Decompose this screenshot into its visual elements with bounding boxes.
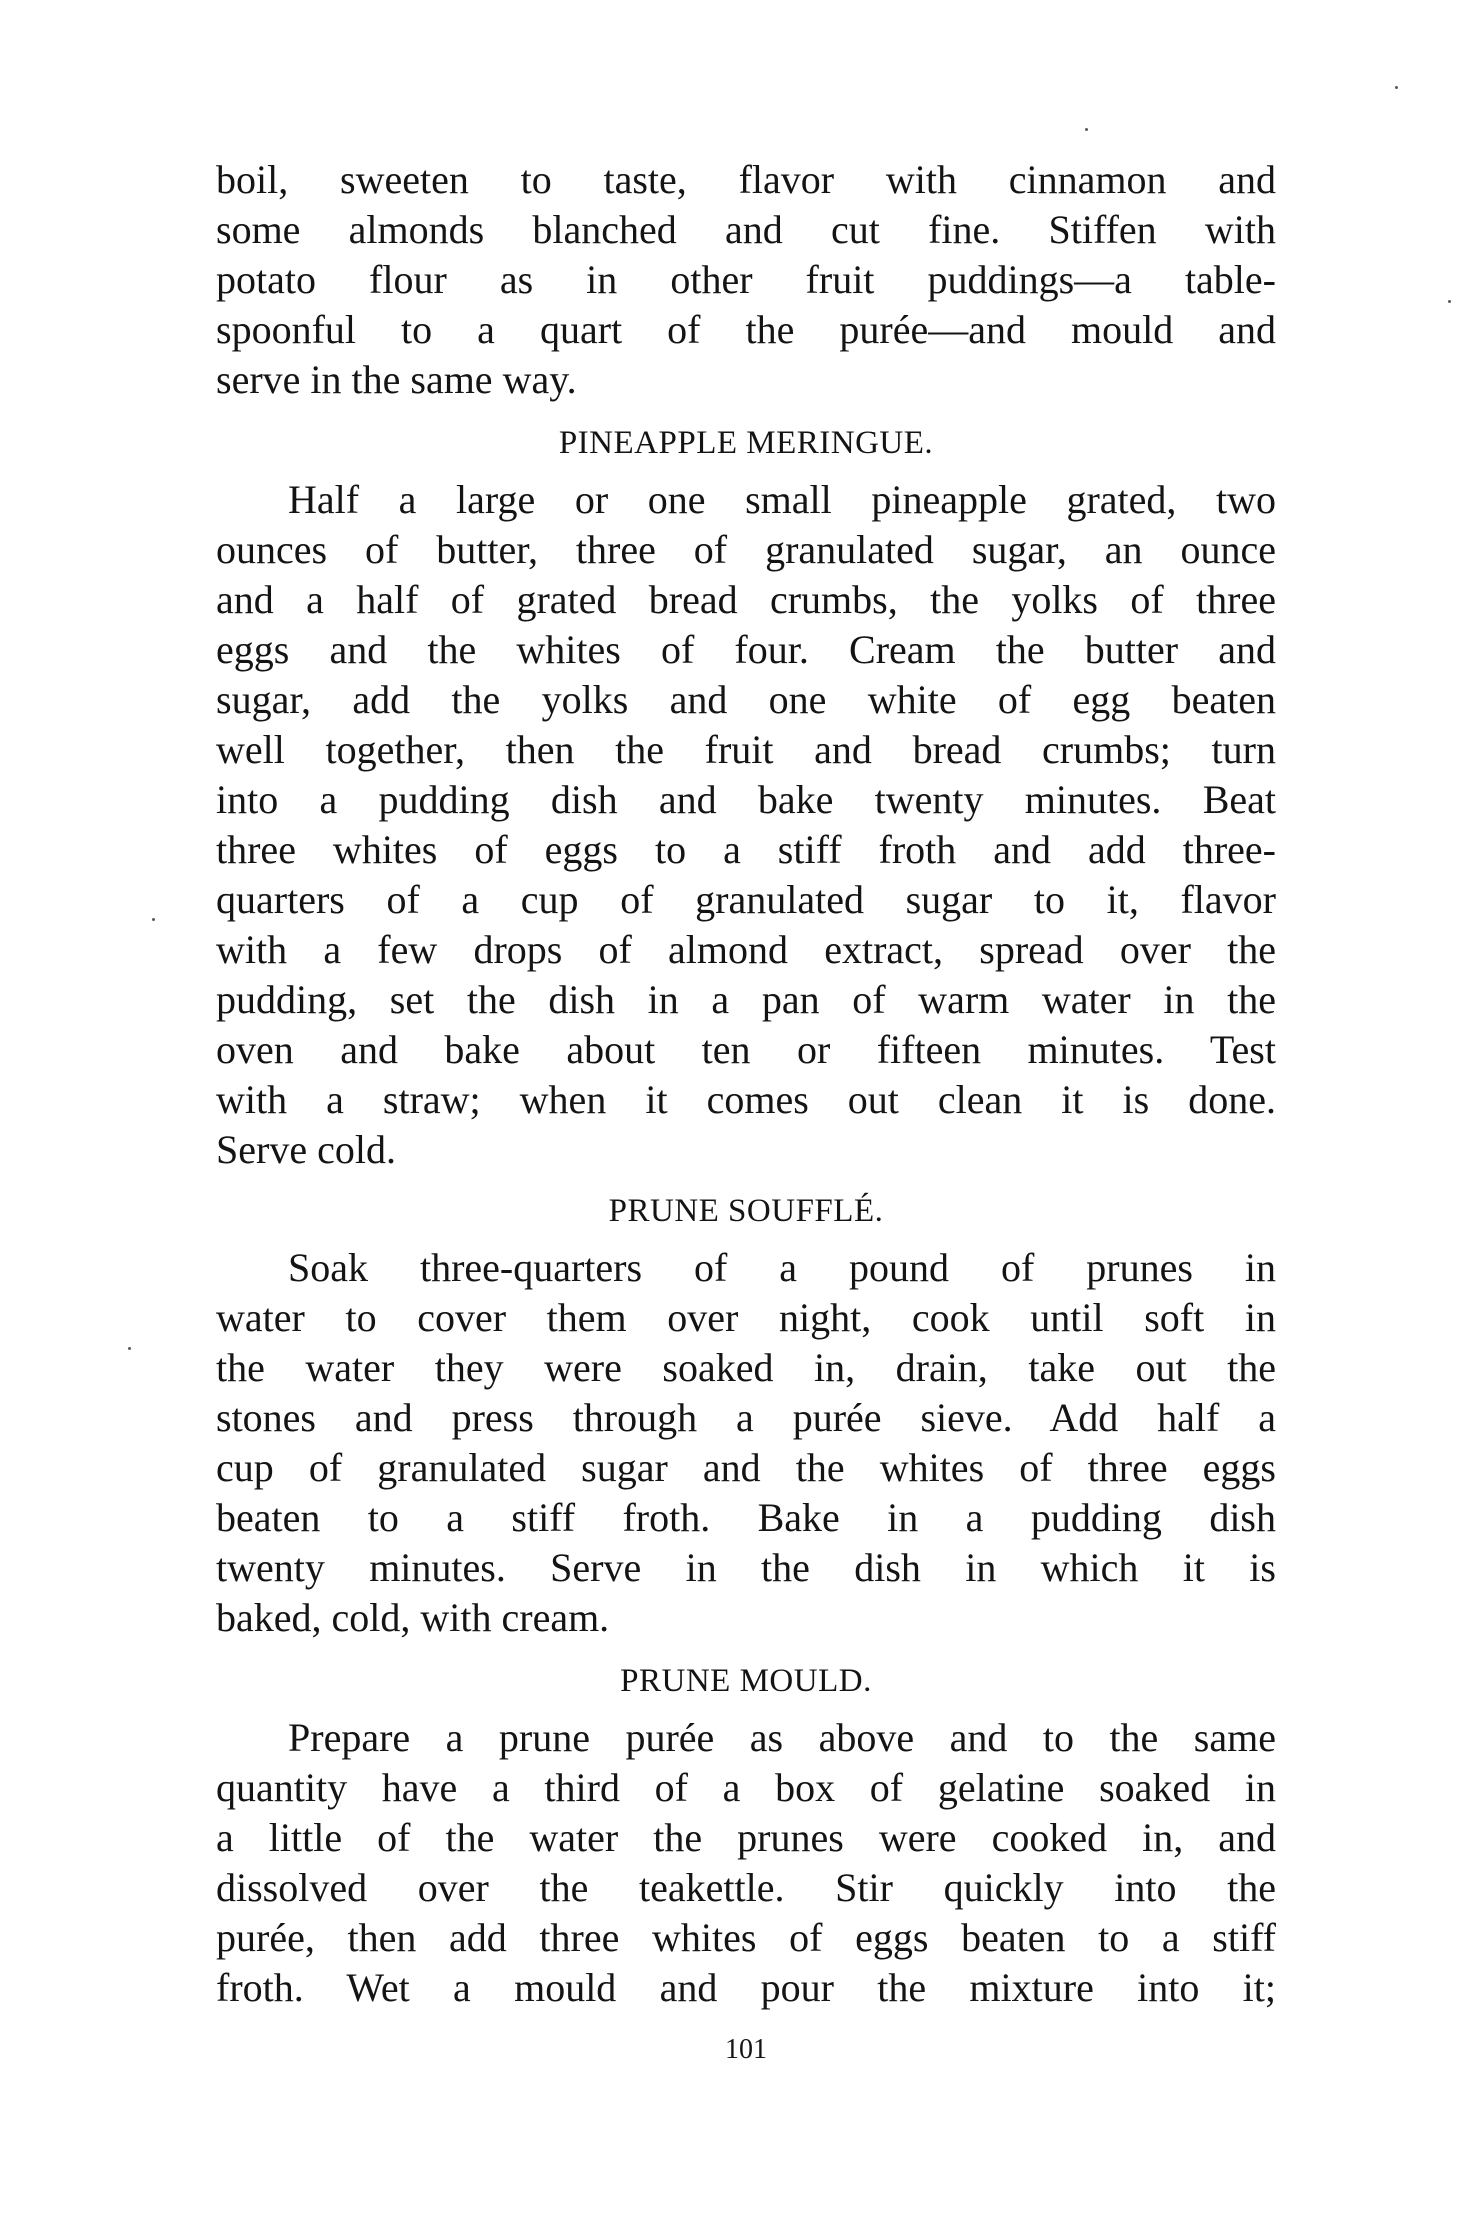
text-line: froth. Wet a mould and pour the mixture into it;	[216, 1965, 1276, 2010]
scan-speck	[1395, 86, 1398, 89]
text-line: oven and bake about ten or fifteen minutes. Test	[216, 1027, 1276, 1072]
text-line: cup of granulated sugar and the whites of three eggs	[216, 1445, 1276, 1490]
text-line: quantity have a third of a box of gelatine soaked in	[216, 1765, 1276, 1810]
text-line: with a straw; when it comes out clean it is done.	[216, 1077, 1276, 1122]
scan-speck	[152, 918, 155, 921]
text-line: Half a large or one small pineapple grated, two	[288, 477, 1276, 522]
text-line: water to cover them over night, cook until soft in	[216, 1295, 1276, 1340]
scan-speck	[1085, 128, 1088, 131]
text-line: sugar, add the yolks and one white of egg beaten	[216, 677, 1276, 722]
text-line: into a pudding dish and bake twenty minutes. Beat	[216, 777, 1276, 822]
scan-speck	[128, 1347, 131, 1350]
text-line: the water they were soaked in, drain, take out the	[216, 1345, 1276, 1390]
recipe-title-prune-souffle: PRUNE SOUFFLÉ.	[608, 1193, 884, 1229]
text-line: purée, then add three whites of eggs beaten to a stiff	[216, 1915, 1276, 1960]
text-line: Serve cold.	[216, 1127, 396, 1172]
text-line: eggs and the whites of four. Cream the butter and	[216, 627, 1276, 672]
text-line: three whites of eggs to a stiff froth and add three-	[216, 827, 1276, 872]
text-line: some almonds blanched and cut fine. Stiffen with	[216, 207, 1276, 252]
text-line: well together, then the fruit and bread crumbs; turn	[216, 727, 1276, 772]
recipe-title-pineapple-meringue: PINEAPPLE MERINGUE.	[558, 425, 934, 461]
text-line: stones and press through a purée sieve. Add half a	[216, 1395, 1276, 1440]
page-number: 101	[725, 2034, 767, 2065]
text-line: with a few drops of almond extract, spread over the	[216, 927, 1276, 972]
text-line: dissolved over the teakettle. Stir quickly into the	[216, 1865, 1276, 1910]
text-line: Prepare a prune purée as above and to the same	[288, 1715, 1276, 1760]
text-line: and a half of grated bread crumbs, the yolks of three	[216, 577, 1276, 622]
text-line: baked, cold, with cream.	[216, 1595, 610, 1640]
text-line: boil, sweeten to taste, flavor with cinnamon and	[216, 157, 1276, 202]
text-line: Soak three-quarters of a pound of prunes in	[288, 1245, 1276, 1290]
text-line: ounces of butter, three of granulated sugar, an ounce	[216, 527, 1276, 572]
text-line: twenty minutes. Serve in the dish in which it is	[216, 1545, 1276, 1590]
text-line: spoonful to a quart of the purée—and mould and	[216, 307, 1276, 352]
text-line: beaten to a stiff froth. Bake in a pudding dish	[216, 1495, 1276, 1540]
text-line: pudding, set the dish in a pan of warm water in the	[216, 977, 1276, 1022]
text-line: quarters of a cup of granulated sugar to it, flavor	[216, 877, 1276, 922]
text-line: serve in the same way.	[216, 357, 577, 402]
text-line: potato flour as in other fruit puddings—a table-	[216, 257, 1276, 302]
scan-speck	[1448, 300, 1451, 303]
text-line: a little of the water the prunes were cooked in, and	[216, 1815, 1276, 1860]
recipe-title-prune-mould: PRUNE MOULD.	[620, 1663, 872, 1699]
